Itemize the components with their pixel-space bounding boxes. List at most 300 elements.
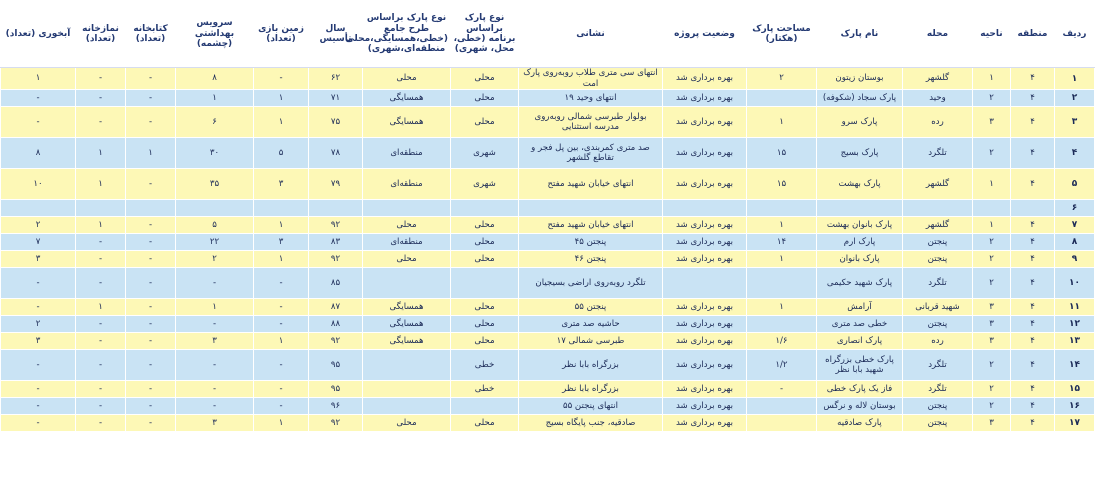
table-cell: - (126, 68, 176, 90)
table-cell: منطقه‌ای (363, 169, 451, 200)
column-header: سال تأسیس (309, 1, 363, 68)
table-cell: ۸۷ (309, 299, 363, 316)
table-cell: ۴ (1011, 68, 1055, 90)
table-cell: بهره برداری شد (663, 138, 747, 169)
table-cell: همسایگی (363, 316, 451, 333)
table-cell: ۴ (1011, 217, 1055, 234)
table-cell (973, 200, 1011, 217)
table-cell: ۶ (176, 107, 254, 138)
table-cell: ۲ (973, 398, 1011, 415)
table-cell: شهید قربانی (903, 299, 973, 316)
table-row (1, 381, 1095, 398)
table-cell: ۱۵ (747, 138, 817, 169)
table-cell: بزرگراه بابا نظر (519, 381, 663, 398)
table-cell: ۱ (1, 68, 76, 90)
table-cell: ۱۷ (1055, 415, 1095, 432)
table-cell: ۲ (1, 316, 76, 333)
table-cell (1, 200, 76, 217)
table-cell (519, 200, 663, 217)
table-cell: ۱ (176, 90, 254, 107)
table-cell: - (1, 398, 76, 415)
table-cell: ۲ (1, 217, 76, 234)
table-cell (254, 200, 309, 217)
table-cell: خطی (451, 381, 519, 398)
table-cell: انتهای پنجتن ۵۵ (519, 398, 663, 415)
table-cell: - (126, 381, 176, 398)
table-cell: خطی صد متری (817, 316, 903, 333)
table-cell (76, 200, 126, 217)
table-cell: - (126, 107, 176, 138)
table-cell: - (76, 415, 126, 432)
table-cell (663, 268, 747, 299)
table-cell: - (76, 333, 126, 350)
table-cell: ۱۰ (1055, 268, 1095, 299)
table-cell (817, 200, 903, 217)
table-cell: بوستان زیتون (817, 68, 903, 90)
column-header: محله (903, 1, 973, 68)
table-cell: ۳ (973, 316, 1011, 333)
table-cell: - (126, 90, 176, 107)
table-cell: ۹۵ (309, 350, 363, 381)
table-cell: ۱ (973, 169, 1011, 200)
table-cell: ۷ (1, 234, 76, 251)
table-cell: ۴ (1011, 299, 1055, 316)
table-cell: تلگرد (903, 268, 973, 299)
table-cell: ۹۲ (309, 333, 363, 350)
column-header: مساحت پارک (هکتار) (747, 1, 817, 68)
table-cell: - (76, 251, 126, 268)
table-cell: ۳ (254, 234, 309, 251)
table-cell: - (126, 217, 176, 234)
table-cell: همسایگی (363, 90, 451, 107)
table-cell: ۳ (1, 333, 76, 350)
table-cell: - (126, 268, 176, 299)
table-cell: ۴ (1011, 381, 1055, 398)
table-cell: ۳ (973, 107, 1011, 138)
table-cell: ۵ (1055, 169, 1095, 200)
table-cell: ۶۲ (309, 68, 363, 90)
table-cell (126, 200, 176, 217)
table-cell: پارک سرو (817, 107, 903, 138)
column-header: زمین بازی (تعداد) (254, 1, 309, 68)
table-cell: محلی (451, 333, 519, 350)
table-cell: - (254, 299, 309, 316)
column-header: ردیف (1055, 1, 1095, 68)
table-row (1, 90, 1095, 107)
table-row (1, 299, 1095, 316)
table-cell: ۴ (1011, 107, 1055, 138)
table-cell: انتهای خیابان شهید مفتح (519, 217, 663, 234)
table-cell: محلی (451, 299, 519, 316)
table-row (1, 200, 1095, 217)
table-cell: ۴ (1011, 333, 1055, 350)
table-cell: طبرسی شمالی ۱۷ (519, 333, 663, 350)
column-header: نمازخانه (تعداد) (76, 1, 126, 68)
table-cell: انتهای وحید ۱۹ (519, 90, 663, 107)
table-cell: تلگرد (903, 138, 973, 169)
column-header: نام پارک (817, 1, 903, 68)
column-header: ناحیه (973, 1, 1011, 68)
table-cell: محلی (451, 415, 519, 432)
table-cell: ۱ (254, 90, 309, 107)
table-cell: ۸۸ (309, 316, 363, 333)
table-cell (309, 200, 363, 217)
table-cell: ۹ (1055, 251, 1095, 268)
table-cell: - (126, 316, 176, 333)
table-cell: ۱ (126, 138, 176, 169)
table-cell: ۱ (76, 138, 126, 169)
table-cell: ۲ (1055, 90, 1095, 107)
table-row (1, 138, 1095, 169)
table-row (1, 169, 1095, 200)
table-cell: ۴ (1011, 251, 1055, 268)
table-cell: ۱/۶ (747, 333, 817, 350)
table-cell: - (126, 398, 176, 415)
table-cell: ۱ (747, 217, 817, 234)
table-cell: بهره برداری شد (663, 398, 747, 415)
table-cell: پنجتن (903, 234, 973, 251)
table-cell: پنجتن (903, 398, 973, 415)
table-cell: ۲ (973, 251, 1011, 268)
table-cell: صد متری کمربندی، بین پل فجر و تقاطع گلشهر (519, 138, 663, 169)
table-cell: منطقه‌ای (363, 138, 451, 169)
table-cell: - (76, 90, 126, 107)
table-cell: ۲ (973, 350, 1011, 381)
table-cell: ۱ (747, 251, 817, 268)
table-cell: - (76, 68, 126, 90)
table-cell: همسایگی (363, 299, 451, 316)
table-cell: ۳ (176, 333, 254, 350)
table-cell: ۱۱ (1055, 299, 1095, 316)
table-cell: ۷ (1055, 217, 1095, 234)
table-cell: ۳ (176, 415, 254, 432)
table-cell: محلی (451, 234, 519, 251)
table-cell: محلی (451, 217, 519, 234)
table-cell: - (76, 107, 126, 138)
table-cell (363, 350, 451, 381)
table-cell: - (126, 251, 176, 268)
table-cell: صادقیه، جنب پایگاه بسیج (519, 415, 663, 432)
table-cell: - (1, 107, 76, 138)
table-body (1, 68, 1095, 432)
table-cell: ۳ (973, 415, 1011, 432)
table-cell (451, 200, 519, 217)
table-cell: ۱ (747, 299, 817, 316)
table-cell: تلگرد (903, 381, 973, 398)
table-cell: ۸ (1, 138, 76, 169)
table-cell: ۲ (973, 90, 1011, 107)
table-cell: ۱ (747, 107, 817, 138)
table-cell: - (76, 381, 126, 398)
table-cell: بولوار طبرسی شمالی روبه‌روی مدرسه استثنایی (519, 107, 663, 138)
table-cell (747, 316, 817, 333)
table-cell: بهره برداری شد (663, 333, 747, 350)
table-cell: ۱۵ (1055, 381, 1095, 398)
table-cell: ۱ (76, 217, 126, 234)
table-cell: پنجتن (903, 251, 973, 268)
table-cell (903, 200, 973, 217)
table-cell: تلگرد (903, 350, 973, 381)
table-cell: بهره برداری شد (663, 350, 747, 381)
table-cell: آرامش (817, 299, 903, 316)
table-cell: پارک بسیج (817, 138, 903, 169)
table-cell: محلی (451, 68, 519, 90)
header-row (1, 1, 1095, 68)
table-row (1, 415, 1095, 432)
table-cell: ۱۴ (747, 234, 817, 251)
table-cell: - (254, 316, 309, 333)
table-row (1, 234, 1095, 251)
table-cell (747, 398, 817, 415)
table-cell: همسایگی (363, 333, 451, 350)
table-cell: تلگرد روبه‌روی اراضی بسیجیان (519, 268, 663, 299)
table-cell: ۹۲ (309, 415, 363, 432)
table-cell: - (176, 350, 254, 381)
table-cell: حاشیه صد متری (519, 316, 663, 333)
table-cell: ۳۵ (176, 169, 254, 200)
table-cell: ۱/۲ (747, 350, 817, 381)
table-cell: ۱ (176, 299, 254, 316)
table-cell: وحید (903, 90, 973, 107)
table-cell: ۱ (254, 251, 309, 268)
table-cell (363, 381, 451, 398)
table-cell (747, 268, 817, 299)
table-cell: ۵ (254, 138, 309, 169)
table-cell: پنجتن ۴۶ (519, 251, 663, 268)
table-cell: پارک بانوان (817, 251, 903, 268)
table-cell: ۱۳ (1055, 333, 1095, 350)
table-cell: بهره برداری شد (663, 251, 747, 268)
table-cell: ۱ (1055, 68, 1095, 90)
table-cell: ۴ (1055, 138, 1095, 169)
table-cell: - (254, 350, 309, 381)
table-cell: - (1, 381, 76, 398)
table-cell: - (1, 415, 76, 432)
table-cell: بهره برداری شد (663, 234, 747, 251)
column-header: نوع پارک براساس طرح جامع (خطی،همسایگی،محلی منطقه‌ای،شهری) (363, 1, 451, 68)
table-row (1, 217, 1095, 234)
table-cell (663, 200, 747, 217)
table-cell (747, 200, 817, 217)
table-cell: ۱۲ (1055, 316, 1095, 333)
table-cell: ۷۵ (309, 107, 363, 138)
table-cell: ۴ (1011, 268, 1055, 299)
table-cell: رده (903, 107, 973, 138)
table-cell: ۲۲ (176, 234, 254, 251)
table-cell: ۲ (973, 234, 1011, 251)
table-cell (747, 90, 817, 107)
table-cell: ۱۶ (1055, 398, 1095, 415)
table-cell: محلی (451, 316, 519, 333)
table-cell: ۲ (973, 381, 1011, 398)
table-cell: بهره برداری شد (663, 299, 747, 316)
table-cell: ۴ (1011, 138, 1055, 169)
table-cell: ۹۵ (309, 381, 363, 398)
table-cell: ۳ (973, 299, 1011, 316)
table-cell: پنجتن ۴۵ (519, 234, 663, 251)
table-cell: - (126, 350, 176, 381)
table-cell: - (254, 268, 309, 299)
table-cell: ۸ (1055, 234, 1095, 251)
table-cell: - (76, 350, 126, 381)
table-cell: ۹۶ (309, 398, 363, 415)
table-cell: ۴ (1011, 415, 1055, 432)
table-cell: گلشهر (903, 217, 973, 234)
table-cell (747, 415, 817, 432)
table-cell: پارک انصاری (817, 333, 903, 350)
table-cell: ۱ (254, 415, 309, 432)
table-cell: ۲ (176, 251, 254, 268)
table-cell: ۴ (1011, 169, 1055, 200)
table-cell (363, 268, 451, 299)
table-cell: پارک بانوان بهشت (817, 217, 903, 234)
table-cell: ۴ (1011, 90, 1055, 107)
table-cell: پارک ارم (817, 234, 903, 251)
table-row (1, 68, 1095, 90)
column-header: منطقه (1011, 1, 1055, 68)
table-cell: ۳ (1055, 107, 1095, 138)
table-cell: - (76, 316, 126, 333)
column-header: کتابخانه (تعداد) (126, 1, 176, 68)
table-cell: محلی (363, 68, 451, 90)
table-row (1, 251, 1095, 268)
table-cell: فاز یک پارک خطی (817, 381, 903, 398)
table-cell: ۱ (254, 333, 309, 350)
table-cell (176, 200, 254, 217)
table-cell: - (126, 333, 176, 350)
table-cell: - (176, 316, 254, 333)
table-cell: ۱۵ (747, 169, 817, 200)
table-cell: ۱ (76, 169, 126, 200)
table-cell: - (126, 299, 176, 316)
table-cell: محلی (451, 107, 519, 138)
table-cell: شهری (451, 169, 519, 200)
table-cell: - (254, 398, 309, 415)
table-cell: ۷۸ (309, 138, 363, 169)
table-cell: - (254, 381, 309, 398)
table-row (1, 107, 1095, 138)
table-cell: پنجتن ۵۵ (519, 299, 663, 316)
table-cell: بهره برداری شد (663, 68, 747, 90)
table-row (1, 268, 1095, 299)
table-cell: پارک شهید حکیمی (817, 268, 903, 299)
table-cell: ۹۲ (309, 251, 363, 268)
table-cell: ۱۴ (1055, 350, 1095, 381)
column-header: نشانی (519, 1, 663, 68)
table-cell: - (126, 169, 176, 200)
table-cell: ۱ (254, 217, 309, 234)
table-cell: پارک بهشت (817, 169, 903, 200)
table-cell: ۲ (747, 68, 817, 90)
table-cell: بهره برداری شد (663, 316, 747, 333)
table-cell: پارک خطی بزرگراه شهید بابا نظر (817, 350, 903, 381)
table-cell (451, 398, 519, 415)
table-cell: بهره برداری شد (663, 90, 747, 107)
table-cell: ۲ (973, 138, 1011, 169)
table-cell: ۱ (76, 299, 126, 316)
table-cell: - (126, 234, 176, 251)
table-cell: - (1, 90, 76, 107)
table-cell: - (1, 299, 76, 316)
table-cell: - (76, 268, 126, 299)
column-header: آبخوری (تعداد) (1, 1, 76, 68)
table-cell: خطی (451, 350, 519, 381)
table-cell: ۲ (973, 268, 1011, 299)
table-row (1, 316, 1095, 333)
table-cell: محلی (363, 251, 451, 268)
table-cell: بهره برداری شد (663, 415, 747, 432)
table-cell: بهره برداری شد (663, 381, 747, 398)
table-cell: ۴ (1011, 350, 1055, 381)
table-cell: بهره برداری شد (663, 217, 747, 234)
table-cell: - (1, 350, 76, 381)
table-cell: بهره برداری شد (663, 169, 747, 200)
table-cell: ۳۰ (176, 138, 254, 169)
table-cell (1011, 200, 1055, 217)
table-cell: ۸۵ (309, 268, 363, 299)
table-cell: ۴ (1011, 234, 1055, 251)
table-cell: - (1, 268, 76, 299)
table-cell (363, 398, 451, 415)
table-cell: محلی (363, 415, 451, 432)
table-cell: ۸۳ (309, 234, 363, 251)
table-cell: ۷۹ (309, 169, 363, 200)
column-header: سرویس بهداشتی (چشمه) (176, 1, 254, 68)
table-cell: بهره برداری شد (663, 107, 747, 138)
table-row (1, 398, 1095, 415)
table-cell: منطقه‌ای (363, 234, 451, 251)
table-cell: ۳ (973, 333, 1011, 350)
table-cell: پارک صادقیه (817, 415, 903, 432)
table-cell: گلشهر (903, 68, 973, 90)
table-cell: همسایگی (363, 107, 451, 138)
table-cell: محلی (451, 251, 519, 268)
table-cell: ۱ (973, 68, 1011, 90)
table-cell: ۴ (1011, 316, 1055, 333)
table-cell: ۴ (1011, 398, 1055, 415)
table-cell: ۱ (254, 107, 309, 138)
table-row (1, 333, 1095, 350)
column-header: نوع پارک براساس برنامه (خطی، محل، شهری) (451, 1, 519, 68)
table-cell: - (176, 381, 254, 398)
table-cell: ۳ (254, 169, 309, 200)
table-cell: ۳ (1, 251, 76, 268)
table-cell: ۹۲ (309, 217, 363, 234)
table-cell: محلی (363, 217, 451, 234)
table-cell: ۵ (176, 217, 254, 234)
table-row (1, 350, 1095, 381)
table-cell: انتهای خیابان شهید مفتح (519, 169, 663, 200)
table-cell: پارک سجاد (شکوفه) (817, 90, 903, 107)
table-cell: انتهای سی متری طلاب روبه‌روی پارک امت (519, 68, 663, 90)
table-cell: ۶ (1055, 200, 1095, 217)
table-cell: ۸ (176, 68, 254, 90)
table-cell: - (747, 381, 817, 398)
table-cell: بوستان لاله و نرگس (817, 398, 903, 415)
table-cell: - (176, 268, 254, 299)
table-cell: - (76, 398, 126, 415)
table-cell: - (176, 398, 254, 415)
table-cell: ۷۱ (309, 90, 363, 107)
table-cell: بزرگراه بابا نظر (519, 350, 663, 381)
table-cell: رده (903, 333, 973, 350)
table-cell: شهری (451, 138, 519, 169)
table-cell: پنجتن (903, 316, 973, 333)
table-cell: - (254, 68, 309, 90)
table-cell (451, 268, 519, 299)
table-cell: گلشهر (903, 169, 973, 200)
table-cell: ۱۰ (1, 169, 76, 200)
